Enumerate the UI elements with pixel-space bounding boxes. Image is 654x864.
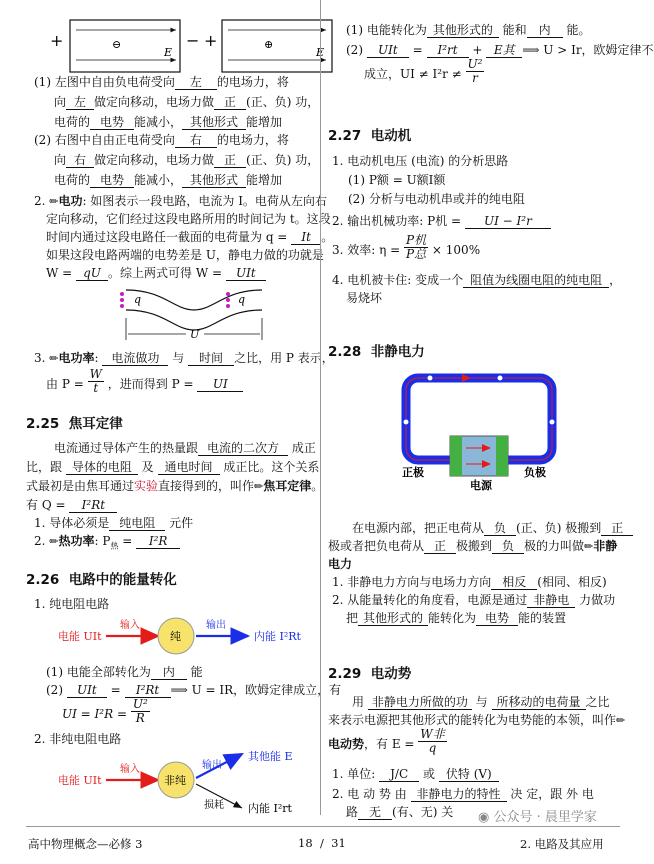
joule-item-1: 1. 导体必须是 纯电阻 元件 (34, 516, 194, 530)
item-1-line-1: (1) 左图中自由负电荷受向 左 的电场力，将 (34, 75, 289, 89)
emf-line-2: 来表示电源把其他形式的能转化为电势能的本领，叫作✏ (328, 713, 626, 727)
column-divider (320, 0, 321, 815)
battery-circuit (400, 372, 560, 492)
nonpure-item-2: (2) UIt = I²rt + E其 ⟹ U > Ir，欧姆定律不 (346, 43, 654, 57)
work-line-3: 时间内通过这段电路任一截面的电荷量为 q = It 。 (46, 230, 334, 244)
svg-text:输出: 输出 (202, 760, 222, 771)
pure-item-1: (1) 电能全部转化为 内 能 (46, 665, 203, 679)
nonstatic-line-1: 在电源内部，把正电荷从 负 (正、负) 极搬到 正 (352, 520, 633, 536)
pure-item-3: UI = I²R = $\frac{\text{U²}}{R}$ (62, 697, 148, 725)
svg-text:−: − (186, 31, 200, 50)
motor-item-4: 4. 电机被卡住: 变成一个 阻值为线圈电阻的纯电阻 ， (332, 273, 622, 287)
nonpure-item-3: 成立，UI ≠ I²r ≠ $\frac{\text{U²}}{r}$ (364, 57, 483, 85)
section-2-28: 2.28 非静电力 (328, 344, 425, 360)
nonpure-item-1: (1) 电能转化为 其他形式的 能和 内 能。 (346, 23, 591, 37)
svg-text:+: + (204, 31, 218, 50)
pure-item-2: (2) UIt = I²Rt ⟹ U = IR，欧姆定律成立，有 (46, 683, 342, 697)
svg-text:其他能 E: 其他能 E (248, 750, 293, 763)
motor-item-1b: (2) 分析与电动机串或并的纯电阻 (348, 192, 525, 206)
item-1-line-2: 向 左 做定向移动，电场力做 正 (正、负) 功， (54, 95, 320, 109)
pure-resistor-heading: 1. 纯电阻电路 (34, 597, 110, 611)
svg-text:非纯: 非纯 (164, 774, 186, 787)
pencil-icon: ✏ (254, 480, 264, 493)
work-line-2: 定向移动，它们经过这段电路所用的时间记为 t。这段 (46, 212, 331, 226)
section-2-27: 2.27 电动机 (328, 128, 412, 144)
power-line-1: 3. ✏电功率: 电流做功 与 时间 之比，用 P 表示， (34, 351, 334, 365)
work-line-5: W = qU 。综上两式可得 W = UIt (46, 265, 266, 281)
emf-item-2: 2. 电 动 势 由 非静电力的特性 决 定，跟 外 电 (332, 787, 594, 801)
pencil-icon: ✏ (616, 714, 626, 727)
emf-line-3: 电动势，有 E = W非 q (328, 727, 445, 755)
item-1-line-3: 电荷的 电势 能减小， 其他形式 能增加 (54, 115, 283, 129)
wire-figure (114, 282, 274, 342)
svg-text:负极: 负极 (524, 466, 546, 479)
nonpure-diagram (26, 748, 316, 818)
pencil-icon: ✏ (49, 535, 59, 548)
svg-text:U: U (190, 328, 200, 341)
section-2-29: 2.29 电动势 (328, 666, 412, 682)
svg-text:电能 UIt: 电能 UIt (58, 774, 102, 787)
svg-text:电能 UIt: 电能 UIt (58, 630, 102, 643)
footer-page: 18 / 31 (298, 836, 346, 850)
item-2-line-1: (2) 右图中自由正电荷受向 右 的电场力，将 (34, 133, 289, 147)
svg-text:q: q (238, 293, 246, 306)
pencil-icon: ✏ (49, 195, 59, 208)
pencil-icon: ✏ (584, 540, 594, 553)
svg-text:内能 I²rt: 内能 I²rt (248, 802, 292, 815)
svg-text:正极: 正极 (402, 466, 424, 479)
svg-text:输入: 输入 (120, 620, 140, 631)
svg-text:⊕: ⊕ (264, 38, 274, 51)
wechat-icon: ◉ (478, 810, 490, 825)
svg-text:电源: 电源 (470, 479, 492, 492)
nonstatic-line-2: 极或者把负电荷从 正 极搬到 负 极的力叫做✏非静 (328, 539, 618, 553)
joule-line-1: 电流通过导体产生的热量跟 电流的二次方 成正 (54, 441, 316, 455)
item-2-line-3: 电荷的 电势 能减小， 其他形式 能增加 (54, 173, 283, 187)
section-2-26: 2.26 电路中的能量转化 (26, 572, 177, 588)
svg-text:+: + (50, 31, 64, 50)
item-2-line-2: 向 右 做定向移动，电场力做 正 (正、负) 功， (54, 153, 320, 167)
footer-chapter: 2. 电路及其应用 (520, 837, 604, 851)
nonstatic-item-2b: 把 其他形式的 能转化为 电势 能的装置 (346, 611, 567, 625)
nonstatic-item-2: 2. 从能量转化的角度看，电源是通过 非静电 力做功 (332, 593, 616, 607)
pencil-icon: ✏ (49, 352, 59, 365)
work-line-1: 2. ✏电功: 如图表示一段电路，电流为 I。电荷从左向右 (34, 194, 327, 208)
nonstatic-item-1: 1. 非静电力方向与电场力方向 相反 (相同、相反) (332, 575, 607, 589)
motor-item-1a: (1) P额 = U额I额 (348, 173, 446, 187)
nonstatic-line-3: 电力 (328, 557, 353, 571)
svg-text:q: q (134, 293, 142, 306)
svg-text:纯: 纯 (170, 630, 181, 643)
motor-item-2: 2. 输出机械功率: P机 = UI − I²r (332, 213, 551, 229)
joule-item-2: 2. ✏热功率: $P_热 = I^2R$ (34, 533, 180, 554)
work-line-4: 如果这段电路两端的电势差是 U，静电力做的功就是 (46, 248, 324, 262)
motor-item-3: 3. 效率: η = P机 P总 × 100% (332, 233, 481, 261)
svg-text:E: E (164, 46, 173, 59)
motor-item-4b: 易烧坏 (346, 291, 383, 305)
footer-title: 高中物理概念—必修 3 (28, 837, 143, 851)
svg-text:E: E (316, 46, 325, 59)
pure-resistor-diagram (26, 612, 316, 662)
joule-line-2: 比，跟 导体的电阻 及 通电时间 成正比。这个关系 (26, 460, 320, 474)
nonpure-heading: 2. 非纯电阻电路 (34, 732, 122, 746)
section-2-25: 2.25 焦耳定律 (26, 416, 123, 432)
motor-item-1: 1. 电动机电压 (电流) 的分析思路 (332, 154, 509, 168)
emf-item-2b: 路 无 (有、无) 关 (346, 805, 454, 819)
joule-line-3: 式最初是由焦耳通过实验直接得到的，叫作✏焦耳定律。 (26, 479, 324, 493)
power-line-2: 由 P = $\frac{W}{t}$ ，进而得到 P = UI (46, 368, 243, 398)
svg-text:损耗: 损耗 (204, 800, 224, 811)
emf-item-1: 1. 单位: J/C 或 伏特 (V) (332, 766, 499, 782)
svg-text:⊖: ⊖ (112, 38, 122, 51)
svg-text:输入: 输入 (120, 764, 140, 775)
watermark: ◉ 公众号 · 晨里学家 (478, 810, 597, 825)
joule-line-4: 有 Q = I²Rt (26, 497, 117, 513)
svg-text:输出: 输出 (206, 620, 226, 631)
field-figure (26, 8, 325, 68)
emf-line-1: 用 非静电力所做的功 与 所移动的电荷量 之比 (352, 695, 610, 709)
footer-rule (26, 826, 620, 827)
svg-text:内能 I²Rt: 内能 I²Rt (254, 630, 301, 643)
